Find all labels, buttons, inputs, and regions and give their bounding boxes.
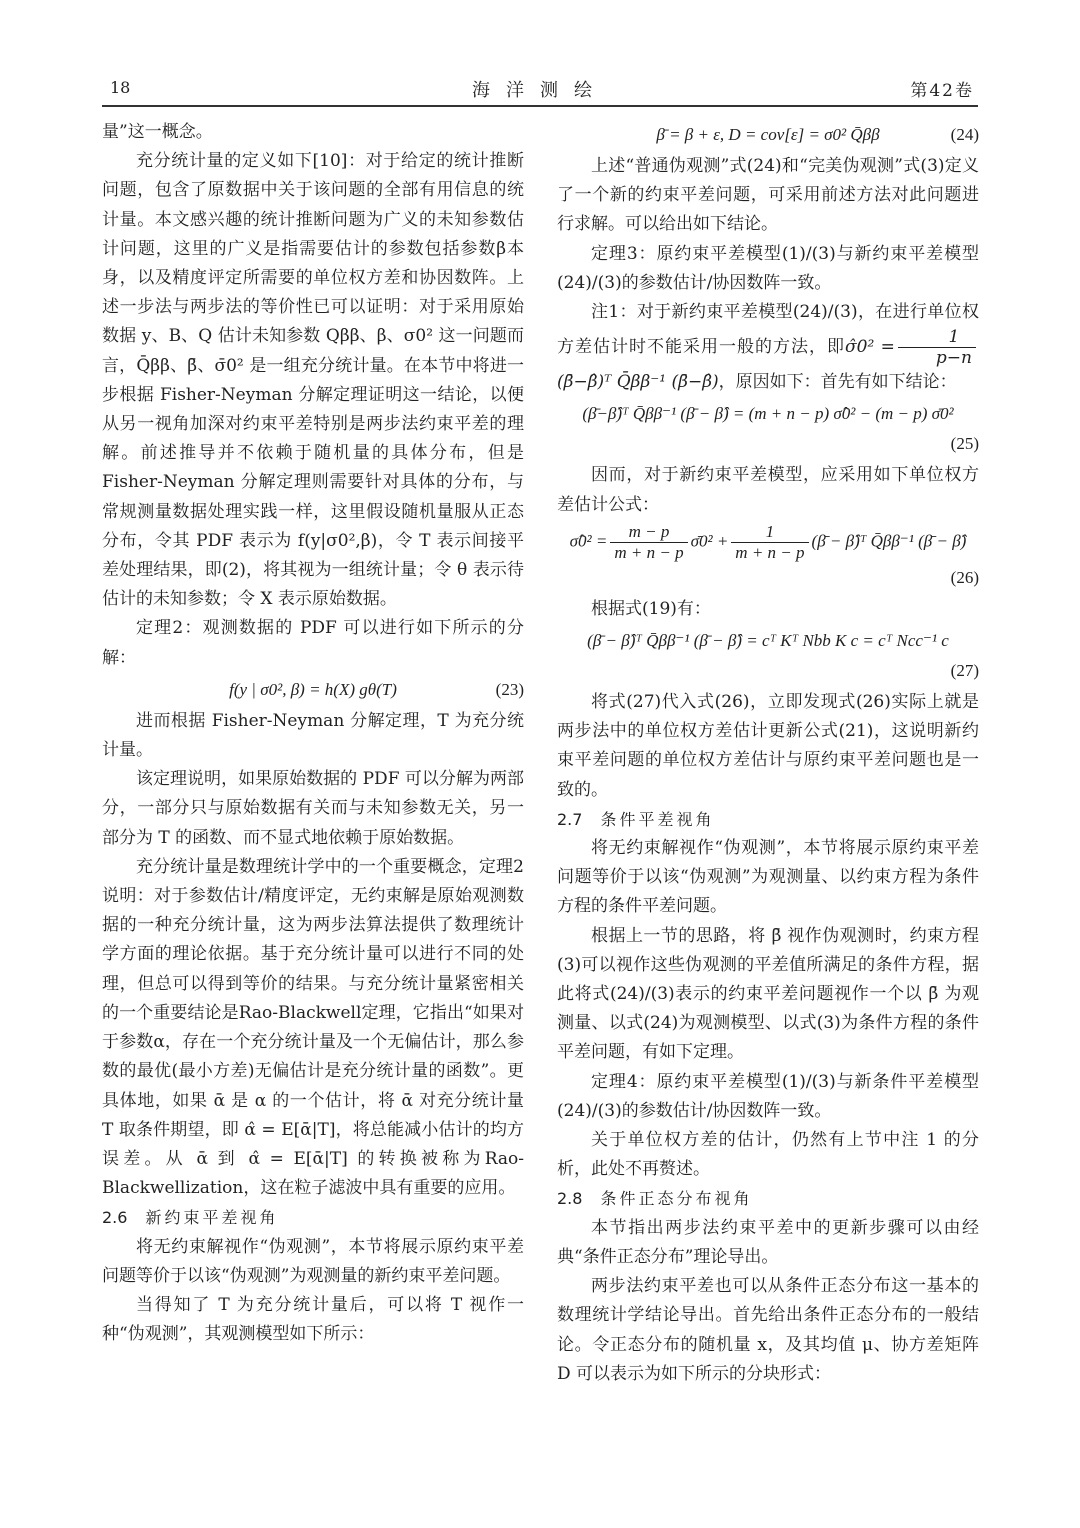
paragraph: 两步法约束平差也可以从条件正态分布这一基本的数理统计学结论导出。首先给出条件正态分布的一般结论。令正态分布的随机量 x，及其均值 μ、协方差矩阵 D 可以表示为如下所示的分块形式： xyxy=(557,1276,979,1384)
volume-label: 第42卷 xyxy=(910,81,974,101)
paragraph: 将无约束解视作“伪观测”，本节将展示原约束平差问题等价于以该“伪观测”为观测量的新约束平差问题。 xyxy=(102,1236,524,1286)
equation-body xyxy=(557,522,979,563)
equation-number: (24) xyxy=(950,125,979,144)
eq-lhs: σ̂0² = xyxy=(569,531,608,551)
fraction-denominator: p−n xyxy=(935,348,972,369)
equation-number: (27) xyxy=(950,661,979,681)
paragraph: 当得知了 T 为充分统计量后，可以将 T 视作一种“伪观测”，其观测模型如下所示： xyxy=(102,1294,524,1345)
paragraph: 进而根据 Fisher-Neyman 分解定理，T 为充分统计量。 xyxy=(102,710,524,761)
theorem-4: 定理4：原约束平差模型(1)/(3)与新条件平差模型(24)/(3)的参数估计/协因数阵一致。 xyxy=(557,1071,979,1121)
paragraph: 充分统计量是数理统计学中的一个重要概念，定理2说明：对于参数估计/精度评定，无约束解是原始观测数据的一种充分统计量，这为两步法算法提供了数理统计学方面的理论依据。基于充分统计量可以进行不同的处理，但总可以得到等价的结果。与充分统计量紧密相关的一个重要结论是Rao-Blackwell定理，它指出“如果对于参数α，存在一个充分统计量及一个无偏估计，那么参数的最优(最小方差)无偏估计是充分统计量的函数”。更具体地，如果 ᾱ 是 α 的一个估计，将 ᾱ 对充分统计量 T 取条件期望，即 α̂ = E[ᾱ|T]，将总能减小估计的均方误差。从 ᾱ 到 α̂ = E[ᾱ|T] 的转换被称为Rao-Blackwellization，这在粒子滤波中具有重要的应用。 xyxy=(102,856,524,1199)
equation-body: (β̄ − β̂)ᵀ Q̄ββ⁻¹ (β̄ − β̂) = cᵀ Kᵀ Nbb K c = cᵀ Ncc⁻¹ c xyxy=(587,631,949,651)
right-column xyxy=(557,118,979,1389)
fraction-numerator: 1 xyxy=(731,522,808,543)
journal-title: 海洋测绘 xyxy=(472,80,608,101)
page-header xyxy=(102,68,978,106)
equation-body: f(y | σ0², β) = h(X) gθ(T) xyxy=(229,679,397,699)
equation-body: (β̄−β̂)ᵀ Q̄ββ⁻¹ (β̄ − β̂) = (m + n − p) σ̂0² − (m − p) σ̄0² xyxy=(582,404,954,424)
inline-equation-rhs: (β̄−β̂)ᵀ Q̄ββ⁻¹ (β̄−β̂) xyxy=(557,372,719,393)
paragraph: 根据上一节的思路，将 β̄ 视作伪观测时，约束方程(3)可以视作这些伪观测的平差值所满足的条件方程，据此将式(24)/(3)表示的约束平差问题视作一个以 β̄ 为观测量、以式(24)为观测模型、以式(3)为条件方程的条件平差问题，有如下定理。 xyxy=(557,925,979,1063)
equation-25 xyxy=(557,399,979,459)
fraction-1 xyxy=(610,522,687,563)
theorem-2: 定理2：观测数据的 PDF 可以进行如下所示的分解： xyxy=(102,618,524,668)
paragraph: 将式(27)代入式(26)，立即发现式(26)实际上就是两步法中的单位权方差估计更新公式(21)，这说明新约束平差问题的单位权方差估计与原约束平差问题也是一致的。 xyxy=(557,692,979,800)
equation-number: (26) xyxy=(950,567,979,587)
section-heading-2-8 xyxy=(557,1184,979,1213)
equation-number: (25) xyxy=(950,434,979,454)
section-number: 2.6 xyxy=(102,1208,128,1228)
equation-27 xyxy=(557,626,979,686)
note-tail: ，原因如下：首先有如下结论： xyxy=(718,372,957,393)
fraction-2 xyxy=(731,522,808,563)
fraction-denominator: m + n − p xyxy=(614,542,684,562)
paragraph: 该定理说明，如果原始数据的 PDF 可以分解为两部分，一部分只与原始数据有关而与未知参数无关，另一部分为 T 的函数、而不显式地依赖于原始数据。 xyxy=(102,769,524,848)
paragraph: 上述“普通伪观测”式(24)和“完美伪观测”式(3)定义了一个新的约束平差问题，可采用前述方法对此问题进行求解。可以给出如下结论。 xyxy=(557,156,979,235)
inline-fraction xyxy=(898,327,976,368)
inline-equation-lhs: σ̂0² = xyxy=(845,337,895,358)
note-1 xyxy=(557,298,979,397)
equation-24 xyxy=(557,120,979,150)
theorem-3: 定理3：原约束平差模型(1)/(3)与新约束平差模型(24)/(3)的参数估计/协因数阵一致。 xyxy=(557,243,979,293)
section-heading-2-6 xyxy=(102,1203,524,1232)
fraction-numerator: 1 xyxy=(898,327,976,348)
section-number: 2.7 xyxy=(557,809,583,829)
equation-body: β̄ = β + ε, D = cov[ε] = σ0² Q̄ββ xyxy=(656,125,880,144)
section-heading-2-7 xyxy=(557,805,979,834)
equation-number: (23) xyxy=(495,679,524,699)
paragraph: 将无约束解视作“伪观测”，本节将展示原约束平差问题等价于以该“伪观测”为观测量、以约束方程为条件方程的条件平差问题。 xyxy=(557,838,979,917)
header-rule xyxy=(102,105,978,107)
paragraph: 关于单位权方差的估计，仍然有上节中注 1 的分析，此处不再赘述。 xyxy=(557,1130,979,1180)
section-title: 新约束平差视角 xyxy=(145,1208,279,1228)
equation-23 xyxy=(102,675,524,705)
fraction-denominator: m + n − p xyxy=(735,542,805,562)
eq-mid: σ̄0² + xyxy=(690,531,729,551)
left-column xyxy=(102,118,524,1349)
note-text: 注1：对于新约束平差模型(24)/(3)，在进行单位权方差估计时不能采用一般的方法，即 xyxy=(557,302,979,358)
paragraph: 因而，对于新约束平差模型，应采用如下单位权方差估计公式： xyxy=(557,465,979,515)
paragraph: 本节指出两步法约束平差中的更新步骤可以由经典“条件正态分布”理论导出。 xyxy=(557,1217,979,1267)
section-title: 条件正态分布视角 xyxy=(600,1189,753,1209)
eq-rhs: (β̄ − β̂)ᵀ Q̄ββ⁻¹ (β̄ − β̂) xyxy=(811,531,967,551)
paragraph: 充分统计量的定义如下[10]：对于给定的统计推断问题，包含了原数据中关于该问题的全部有用信息的统计量。本文感兴趣的统计推断问题为广义的未知参数估计问题，这里的广义是指需要估计的参数包括参数β本身，以及精度评定所需要的单位权方差和协因数阵。上述一步法与两步法的等价性已可以证明：对于采用原始数据 y、B、Q 估计未知参数 Qββ、β、σ0² 这一问题而言，Q̄ββ、β̄、σ̄0² 是一组充分统计量。在本节中将进一步根据 Fisher-Neyman 分解定理证明这一结论，以便从另一视角加深对约束平差特别是两步法约束平差的理解。前述推导并不依赖于随机量的具体分布，但是 Fisher-Neyman 分解定理则需要针对具体的分布，与常规测量数据处理实践一样，这里假设随机量服从正态分布，令其 PDF 表示为 f(y|σ0²,β)，令 T 表示间接平差处理结果，即(2)，将其视为一组统计量；令 θ 表示待估计的未知参数；令 X 表示原始数据。 xyxy=(102,151,524,610)
paragraph: 根据式(19)有： xyxy=(591,598,711,619)
section-number: 2.8 xyxy=(557,1189,583,1209)
paragraph: 量”这一概念。 xyxy=(102,122,213,142)
fraction-numerator: m − p xyxy=(610,522,687,543)
equation-26 xyxy=(557,522,979,593)
page-number: 18 xyxy=(110,78,131,97)
section-title: 条件平差视角 xyxy=(600,809,715,829)
